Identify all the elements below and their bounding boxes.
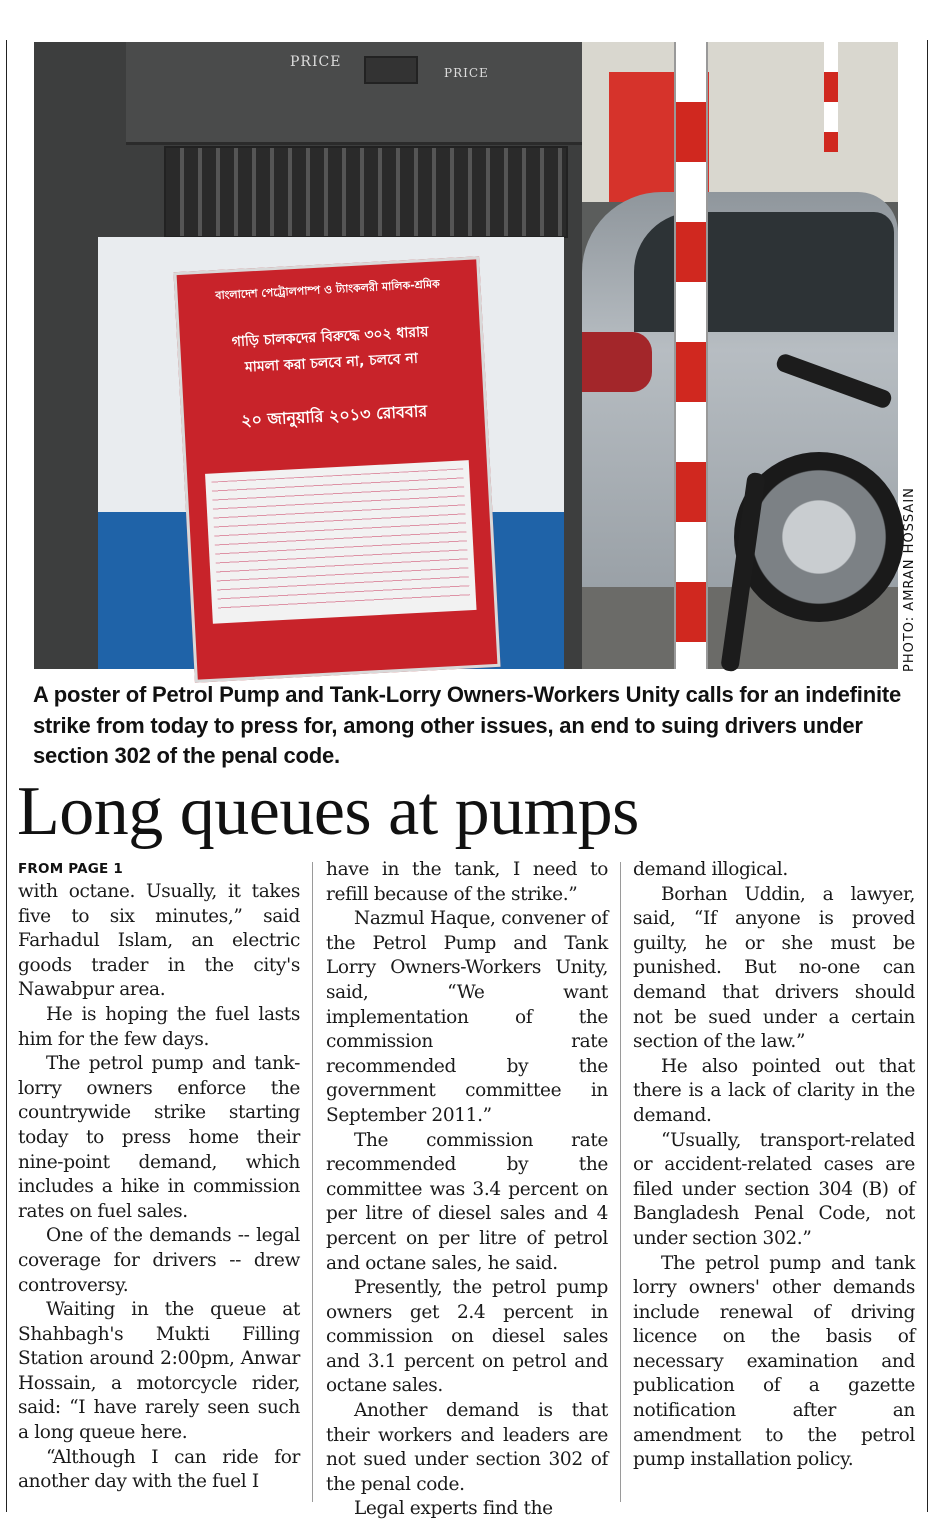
- article-column-3: [633, 858, 915, 1508]
- headline: Long queues at pumps: [17, 773, 639, 850]
- paragraph: Borhan Uddin, a lawyer, said, “If anyone is proved guilty, he or she must be punished. But no-one can demand that drivers should not be sued under a certain section of the law.”: [633, 883, 915, 1053]
- paragraph: Legal experts find the: [354, 1498, 553, 1520]
- car-window: [634, 212, 894, 332]
- paragraph: demand illogical.: [633, 859, 788, 880]
- striped-pole-background: [824, 42, 838, 152]
- striped-pole: [674, 42, 708, 669]
- strike-poster: [173, 256, 500, 682]
- paragraph: Another demand is that their workers and leaders are not sued under section 302 of the penal code.: [326, 1400, 608, 1495]
- photo-caption: A poster of Petrol Pump and Tank-Lorry Owners-Workers Unity calls for an indefinite strike from today to press for, among other issues, an end to suing drivers under section 302 of the penal code.: [33, 682, 902, 768]
- paragraph: The commission rate recommended by the committee was 3.4 percent on per litre of diesel sales and 4 percent on per litre of petrol and octane sales, he said.: [326, 1129, 608, 1274]
- article-column-1: [18, 858, 300, 1508]
- photo-credit: [899, 450, 921, 672]
- article-column-2: [326, 858, 608, 1520]
- paragraph: The petrol pump and tank-lorry owners enforce the countrywide strike starting today to press home their nine-point demand, which includes a hike in commission rates on fuel sales.: [18, 1053, 300, 1222]
- pump-grille: [164, 146, 568, 238]
- continuation-kicker: FROM PAGE 1: [18, 861, 123, 877]
- news-photo: [34, 42, 898, 669]
- poster-line-4: ২০ জানুয়ারি ২০১৩ রোববার: [240, 401, 428, 430]
- page-left-border: [6, 40, 7, 1512]
- paragraph: He also pointed out that there is a lack of clarity in the demand.: [633, 1055, 915, 1126]
- paragraph: He is hoping the fuel lasts him for the few days.: [18, 1003, 300, 1050]
- car-taillight: [582, 332, 652, 392]
- column-rule: [312, 862, 313, 1502]
- paragraph: One of the demands -- legal coverage for drivers -- drew controversy.: [18, 1225, 300, 1296]
- pump-price-label: PRICE: [290, 54, 342, 70]
- paragraph: have in the tank, I need to refill because of the strike.”: [326, 859, 608, 905]
- pump-display-head: [126, 42, 582, 145]
- pump-price-window: [364, 56, 418, 84]
- paragraph: with octane. Usually, it takes five to six minutes,” said Farhadul Islam, an electric goods trader in the city's Nawabpur area.: [18, 881, 300, 1001]
- paragraph: Presently, the petrol pump owners get 2.4 percent in commission on diesel sales and 3.1 percent on petrol and octane sales.: [326, 1277, 608, 1397]
- poster-line-3: মামলা করা চলবে না, চলবে না: [244, 350, 419, 376]
- page-right-border: [927, 40, 928, 1512]
- paragraph: The petrol pump and tank lorry owners' other demands include renewal of driving licence on the basis of necessary examination and publication of a gazette notification after an amendment to the petrol pump installation policy.: [633, 1252, 915, 1471]
- column-rule: [620, 862, 621, 1502]
- photo-credit-text: PHOTO: AMRAN HOSSAIN: [902, 487, 917, 672]
- paragraph: Nazmul Haque, convener of the Petrol Pump and Tank Lorry Owners-Workers Unity, said, “We want implementation of the commission rate recommended by the government committee in September 2011.”: [326, 908, 608, 1126]
- poster-body-text: [205, 460, 476, 624]
- paragraph: “Usually, transport-related or accident-related cases are filed under section 304 (B) of Bangladesh Penal Code, not under section 302.”: [633, 1129, 915, 1249]
- poster-line-1: বাংলাদেশ পেট্রোলপাম্প ও ট্যাংকলরী মালিক-শ্রমিক: [215, 277, 441, 303]
- pump-price-label-2: PRICE: [444, 66, 489, 80]
- paragraph: “Although I can ride for another day with the fuel I: [18, 1446, 300, 1493]
- poster-line-2: গাড়ি চালকদের বিরুদ্ধে ৩০২ ধারায়: [231, 324, 429, 351]
- paragraph: Waiting in the queue at Shahbagh's Mukti Filling Station around 2:00pm, Anwar Hossain, a motorcycle rider, said: “I have rarely seen such a long queue here.: [18, 1299, 300, 1444]
